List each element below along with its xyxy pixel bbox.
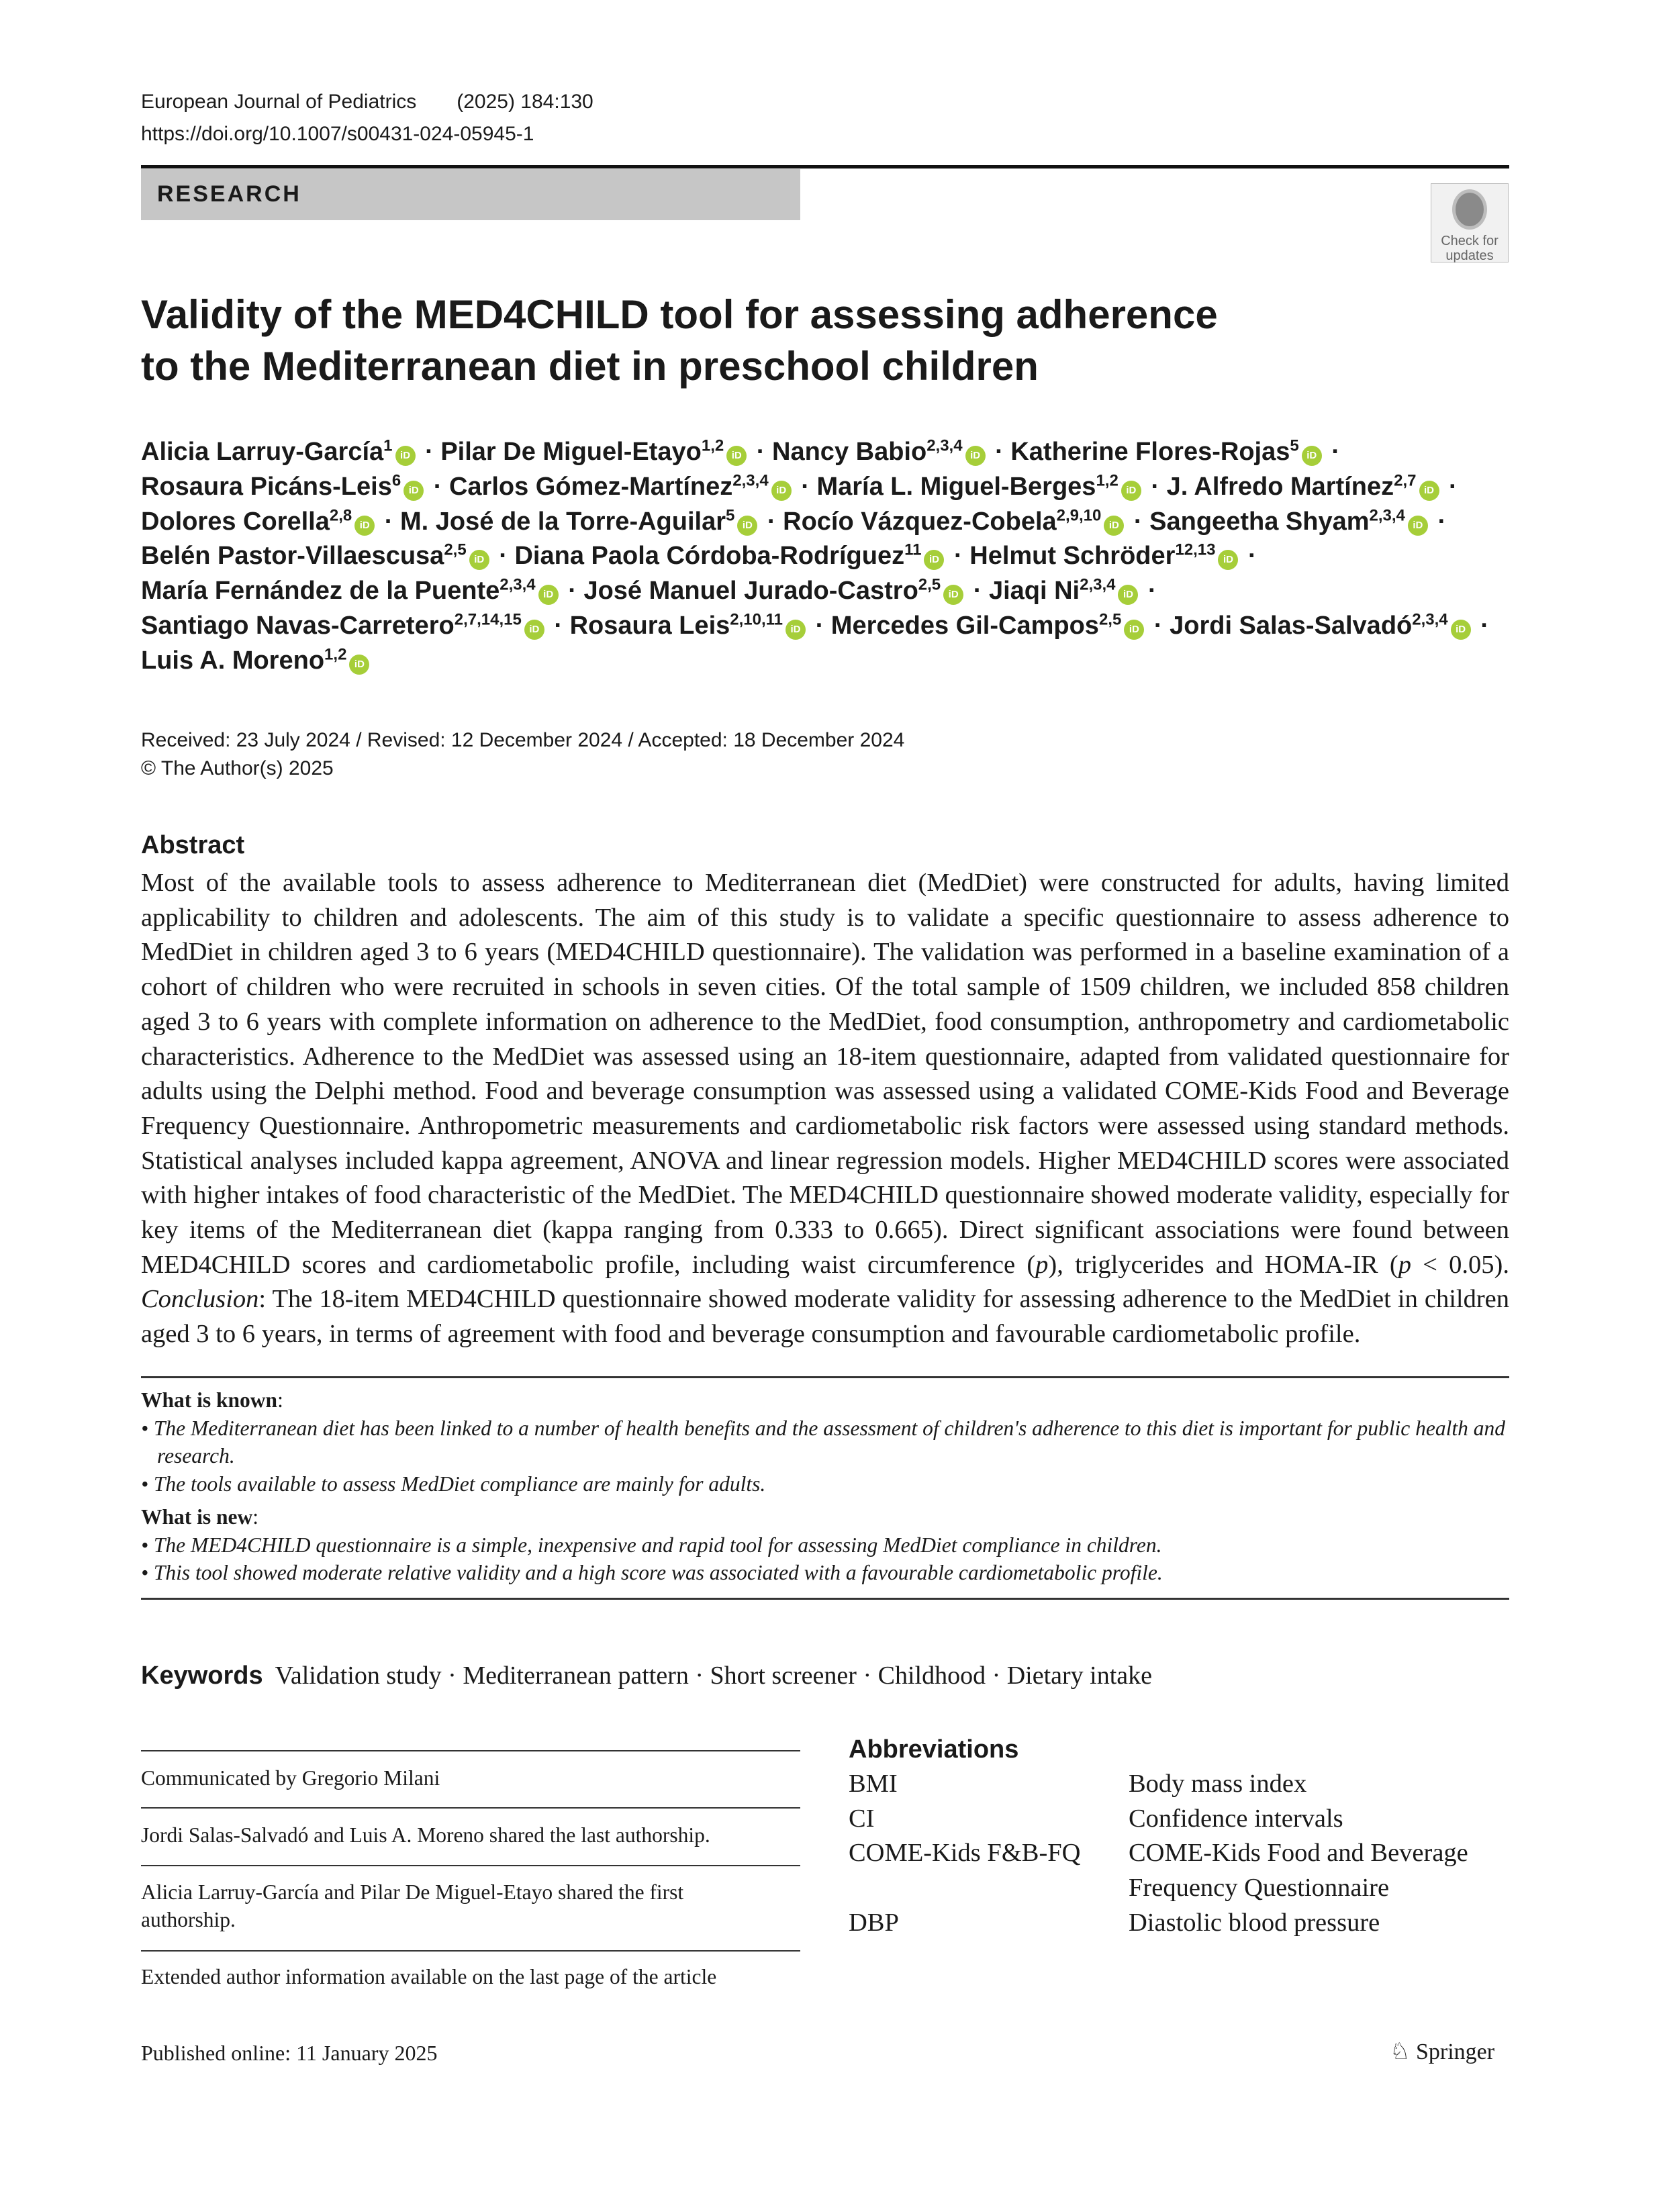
abstract-part: : The 18-item MED4CHILD questionnaire showed moderate validity for assessing adherence to the MedDiet in children aged 3 to 6 years, in terms of agreement with food and beverage consumption and favourable cardiometabolic profile. bbox=[141, 1285, 1509, 1349]
known-item: • The tools available to assess MedDiet compliance are mainly for adults. bbox=[141, 1472, 766, 1496]
author-affiliation: 2,8 bbox=[329, 506, 352, 524]
keyword: Mediterranean pattern bbox=[463, 1662, 689, 1690]
author-affiliation: 1,2 bbox=[701, 436, 724, 455]
published-date: Published online: 11 January 2025 bbox=[141, 2041, 438, 2065]
orcid-icon[interactable]: iD bbox=[1408, 516, 1428, 536]
abbreviations-heading: Abbreviations bbox=[849, 1735, 1019, 1764]
publisher-logo bbox=[1390, 2038, 1494, 2065]
author-name[interactable]: Jordi Salas-Salvadó bbox=[1170, 611, 1413, 640]
author-name[interactable]: Katherine Flores-Rojas bbox=[1010, 438, 1290, 466]
orcid-icon[interactable]: iD bbox=[524, 620, 544, 640]
orcid-icon[interactable]: iD bbox=[786, 620, 806, 640]
author-affiliation: 11 bbox=[904, 540, 922, 559]
orcid-icon[interactable]: iD bbox=[538, 585, 559, 605]
orcid-icon[interactable]: iD bbox=[965, 446, 986, 466]
abstract-part: Conclusion bbox=[141, 1285, 259, 1314]
title-line: Validity of the MED4CHILD tool for assessing adherence bbox=[141, 292, 1218, 337]
author-name[interactable]: M. José de la Torre-Aguilar bbox=[400, 507, 726, 536]
footnote-rule bbox=[141, 1950, 800, 1952]
key-points-box bbox=[141, 1376, 1509, 1600]
orcid-icon[interactable]: iD bbox=[349, 655, 369, 675]
abstract-part: p bbox=[1035, 1250, 1049, 1279]
author-affiliation: 2,3,4 bbox=[1369, 506, 1405, 524]
keyword: Dietary intake bbox=[1006, 1662, 1153, 1690]
author-name[interactable]: Diana Paola Córdoba-Rodríguez bbox=[514, 542, 905, 571]
author-affiliation: 1,2 bbox=[324, 645, 347, 664]
author-affiliation: 2,5 bbox=[1098, 610, 1122, 629]
abbreviations bbox=[849, 1732, 1520, 1941]
footnote-rule bbox=[141, 1807, 800, 1809]
author-affiliation: 6 bbox=[391, 471, 401, 490]
keywords: Keywords Validation study · Mediterranean pattern · Short screener · Childhood · Dietary intake bbox=[141, 1662, 1153, 1690]
author-name[interactable]: Pilar De Miguel-Etayo bbox=[440, 438, 702, 466]
keyword: Validation study bbox=[275, 1662, 442, 1690]
author-name[interactable]: Luis A. Moreno bbox=[141, 646, 325, 675]
orcid-icon[interactable]: iD bbox=[395, 446, 416, 466]
author-affiliation: 1,2 bbox=[1096, 471, 1119, 490]
title-line: to the Mediterranean diet in preschool children bbox=[141, 344, 1039, 389]
author-affiliation: 2,3,4 bbox=[926, 436, 963, 455]
author-name[interactable]: Nancy Babio bbox=[772, 438, 927, 466]
new-item: • The MED4CHILD questionnaire is a simple, inexpensive and rapid tool for assessing MedDiet compliance in children. bbox=[141, 1533, 1162, 1557]
abbreviation-row bbox=[849, 1802, 1520, 1837]
journal-header bbox=[141, 86, 634, 118]
author-name[interactable]: Rosaura Picáns-Leis bbox=[141, 472, 392, 501]
abbreviations-table bbox=[849, 1767, 1520, 1941]
copyright: © The Author(s) 2025 bbox=[141, 757, 334, 779]
orcid-icon[interactable]: iD bbox=[1218, 550, 1238, 570]
author-name[interactable]: Rocío Vázquez-Cobela bbox=[783, 507, 1057, 536]
dates-block bbox=[141, 726, 904, 783]
author-affiliation: 5 bbox=[726, 506, 735, 524]
orcid-icon[interactable]: iD bbox=[737, 516, 757, 536]
orcid-icon[interactable]: iD bbox=[726, 446, 747, 466]
footnote-rule bbox=[141, 1865, 800, 1866]
orcid-icon[interactable]: iD bbox=[469, 550, 489, 570]
abstract-part: < 0.05). bbox=[1411, 1250, 1509, 1279]
orcid-icon[interactable]: iD bbox=[1451, 620, 1471, 640]
author-affiliation: 2,3,4 bbox=[1412, 610, 1448, 629]
orcid-icon[interactable]: iD bbox=[943, 585, 963, 605]
author-name[interactable]: Sangeetha Shyam bbox=[1149, 507, 1370, 536]
orcid-icon[interactable]: iD bbox=[1302, 446, 1322, 466]
abbreviation-definition: COME-Kids Food and Beverage Frequency Questionnaire bbox=[1129, 1839, 1468, 1903]
footnote: Communicated by Gregorio Milani bbox=[141, 1766, 440, 1790]
author-name[interactable]: María Fernández de la Puente bbox=[141, 577, 500, 606]
author-affiliation: 2,10,11 bbox=[730, 610, 783, 629]
history-dates: Received: 23 July 2024 / Revised: 12 December 2024 / Accepted: 18 December 2024 bbox=[141, 729, 905, 751]
abstract-part: Most of the available tools to assess adherence to Mediterranean diet (MedDiet) were constructed for adults, having limited applicability to children and adolescents. The aim of this study is to validate a specific questionnaire to assess adherence to MedDiet in children aged 3 to 6 years (MED4CHILD questionnaire). The validation was performed in a baseline examination of a cohort of children who were recruited in schools in seven cities. Of the total sample of 1509 children, we included 858 children aged 3 to 6 years with complete information on adherence to the MedDiet, food consumption, anthropometry and cardiometabolic characteristics. Adherence to the MedDiet was assessed using an 18-item questionnaire, adapted from validated questionnaire for adults using the Delphi method. Food and beverage consumption was assessed using a validated COME-Kids Food and Beverage Frequency Questionnaire. Anthropometric measurements and cardiometabolic risk factors were assessed using standard methods. Statistical analyses included kappa agreement, ANOVA and linear regression models. Higher MED4CHILD scores were associated with higher intakes of food characteristic of the MedDiet. The MED4CHILD questionnaire showed moderate validity, especially for key items of the Mediterranean diet (kappa ranging from 0.333 to 0.665). Direct significant associations were found between MED4CHILD scores and cardiometabolic profile, including waist circumference ( bbox=[141, 869, 1509, 1279]
author-name[interactable]: Rosaura Leis bbox=[569, 611, 730, 640]
orcid-icon[interactable]: iD bbox=[924, 550, 944, 570]
author-affiliation: 1 bbox=[383, 436, 393, 455]
springer-horse-icon: ♘ bbox=[1390, 2039, 1416, 2064]
abbreviation-term: DBP bbox=[849, 1908, 899, 1937]
author-affiliation: 12,13 bbox=[1175, 540, 1216, 559]
orcid-icon[interactable]: iD bbox=[1121, 481, 1141, 501]
footnote: Extended author information available on the last page of the article bbox=[141, 1965, 717, 1988]
author-affiliation: 2,3,4 bbox=[1080, 575, 1116, 594]
check-for-updates-button[interactable] bbox=[1431, 183, 1509, 262]
orcid-icon[interactable]: iD bbox=[771, 481, 792, 501]
abstract-part: ), triglycerides and HOMA-IR ( bbox=[1048, 1250, 1398, 1279]
author-affiliation: 5 bbox=[1290, 436, 1299, 455]
author-affiliation: 2,3,4 bbox=[500, 575, 536, 594]
orcid-icon[interactable]: iD bbox=[1104, 516, 1124, 536]
footnote-rule bbox=[141, 1750, 800, 1751]
abbreviation-definition: Confidence intervals bbox=[1129, 1804, 1343, 1833]
footnote: Jordi Salas-Salvadó and Luis A. Moreno shared the last authorship. bbox=[141, 1823, 710, 1847]
orcid-icon[interactable]: iD bbox=[1118, 585, 1138, 605]
abstract-text bbox=[141, 866, 1509, 1352]
abbreviation-row bbox=[849, 1906, 1520, 1941]
footnote: Alicia Larruy-García and Pilar De Miguel-Etayo shared the first authorship. bbox=[141, 1880, 684, 1931]
journal-name: European Journal of Pediatrics bbox=[141, 91, 417, 113]
author-name[interactable]: J. Alfredo Martínez bbox=[1166, 472, 1394, 501]
abbreviation-term: CI bbox=[849, 1804, 875, 1833]
abstract-heading: Abstract bbox=[141, 831, 245, 859]
author-affiliation: 2,3,4 bbox=[732, 471, 769, 490]
keyword: Childhood bbox=[877, 1662, 986, 1690]
abbreviation-row bbox=[849, 1767, 1520, 1802]
abstract-part: p bbox=[1398, 1250, 1411, 1279]
article-title bbox=[141, 289, 1282, 392]
known-item: • The Mediterranean diet has been linked to a number of health benefits and the assessment of children's adherence to this diet is important for public health and research. bbox=[141, 1416, 1506, 1468]
author-list: Alicia Larruy-García$^1$iD · Pilar De Miguel-Etayo$^{1,2}$iD · Nancy Babio$^{2,3,4}$iD · Katherine Flores-Rojas$^5$iD · Rosaura Picáns-Leis$^6$iD · Carlos Gómez-Martínez$^{2,3,4}$iD · María L. Miguel-Berges$^{1,2}$iD · J. Alfredo Martínez$^{2,7}$iD · Dolores Corella$^{2,8}$iD · M. José de la Torre-Aguilar$^5$iD · Rocío Vázquez-Cobela$^{2,9,10}$iD · Sangeetha Shyam$^{2,3,4}$iD · Belén Pastor-Villaescusa$^{2,5}$iD · Diana Paola Córdoba-Rodríguez$^{11}$iD · Helmut Schröder$^{12,13}$iD · María Fernández de la Puente$^{2,3,4}$iD · José Manuel Jurado-Castro$^{2,5}$iD · Jiaqi Ni$^{2,3,4}$iD · Santiago Navas-Carretero$^{2,7,14,15}$iD · Rosaura Leis$^{2,10,11}$iD · Mercedes Gil-Campos$^{2,5}$iD · Jordi Salas-Salvadó$^{2,3,4}$iD · Luis A. Moreno$^{1,2}$iD bbox=[141, 436, 1489, 675]
author-name[interactable]: Alicia Larruy-García bbox=[141, 438, 384, 466]
abbreviation-definition: Body mass index bbox=[1129, 1770, 1307, 1798]
section-label: RESEARCH bbox=[141, 169, 800, 220]
orcid-icon[interactable]: iD bbox=[354, 516, 375, 536]
keyword: Short screener bbox=[710, 1662, 857, 1690]
author-name[interactable]: Mercedes Gil-Campos bbox=[830, 611, 1099, 640]
orcid-icon[interactable]: iD bbox=[403, 481, 424, 501]
author-affiliation: 2,9,10 bbox=[1056, 506, 1102, 524]
author-affiliation: 2,5 bbox=[918, 575, 941, 594]
author-name[interactable]: Jiaqi Ni bbox=[988, 577, 1080, 606]
abbreviation-term: COME-Kids F&B-FQ bbox=[849, 1839, 1081, 1868]
orcid-icon[interactable]: iD bbox=[1419, 481, 1439, 501]
keywords-label: Keywords bbox=[141, 1662, 263, 1690]
crossmark-icon bbox=[1452, 189, 1487, 230]
new-item: • This tool showed moderate relative validity and a high score was associated with a favourable cardiometabolic profile. bbox=[141, 1561, 1163, 1584]
author-affiliation: 2,5 bbox=[444, 540, 467, 559]
author-affiliation: 2,7,14,15 bbox=[454, 610, 522, 629]
doi-link[interactable]: https://doi.org/10.1007/s00431-024-05945-1 bbox=[141, 123, 534, 145]
orcid-icon[interactable]: iD bbox=[1124, 620, 1144, 640]
abbreviation-definition: Diastolic blood pressure bbox=[1129, 1908, 1380, 1937]
abbreviation-row bbox=[849, 1836, 1520, 1905]
header-rule bbox=[141, 165, 1509, 169]
author-name[interactable]: María L. Miguel-Berges bbox=[816, 472, 1096, 501]
author-name[interactable]: José Manuel Jurado-Castro bbox=[583, 577, 918, 606]
abbreviation-term: BMI bbox=[849, 1770, 898, 1798]
author-name[interactable]: Dolores Corella bbox=[141, 507, 330, 536]
check-updates-label: Check for updates bbox=[1441, 234, 1498, 263]
author-name[interactable]: Santiago Navas-Carretero bbox=[141, 611, 455, 640]
known-heading: What is known: bbox=[141, 1388, 283, 1412]
new-heading: What is new: bbox=[141, 1505, 259, 1529]
publisher-name: Springer bbox=[1415, 2039, 1495, 2064]
author-affiliation: 2,7 bbox=[1394, 471, 1417, 490]
author-name[interactable]: Carlos Gómez-Martínez bbox=[448, 472, 733, 501]
author-name[interactable]: Helmut Schröder bbox=[969, 542, 1176, 571]
author-name[interactable]: Belén Pastor-Villaescusa bbox=[141, 542, 444, 571]
citation: (2025) 184:130 bbox=[457, 91, 593, 113]
